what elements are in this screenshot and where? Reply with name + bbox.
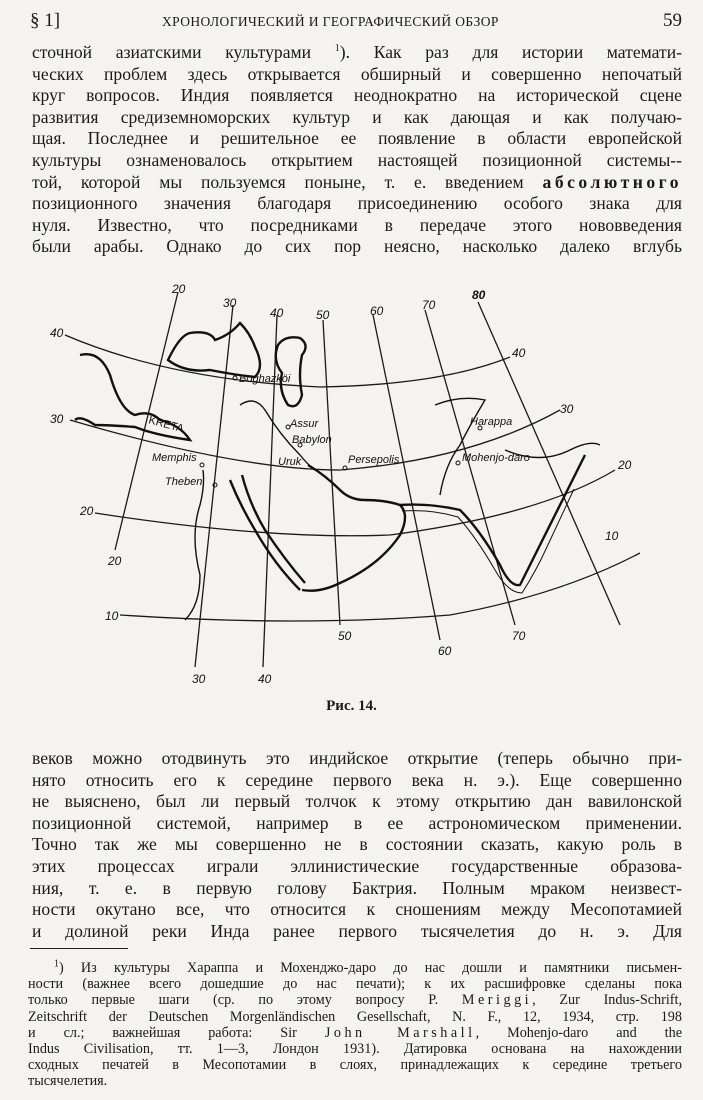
text-line: ности окутано все, что относится к сношениям между Месопотамией (32, 899, 682, 920)
spaced-emphasis: абсолютного (542, 171, 682, 192)
text-line: и долиной реки Инда ранее первого тысячелетия до н. э. Для (32, 920, 682, 941)
running-header (30, 10, 682, 34)
footnote-line: Zeitschrift der Deutschen Morgenländischen Gesellschaft, N. F., 12, 1934, стр. 198 (28, 1008, 682, 1025)
text-line: Точно так же мы совершенно не в состоянии сказать, какую роль в (32, 834, 682, 855)
meridian-label: 20 (172, 282, 186, 296)
spaced-author: Meriggi (461, 992, 533, 1009)
meridian-label: 30 (192, 672, 206, 686)
text-line: той, которой мы пользуемся поныне, т. е. введением абсолютного (32, 171, 682, 192)
footnote-line: сходных печатей в Месопотамии в слоях, принадлежащих к середине третьего (28, 1057, 682, 1074)
text-line: позиционной системой, например в ее астрономическом применении. (32, 812, 682, 833)
place-assur: Assur (290, 418, 319, 430)
figure-caption: Рис. 14. (326, 698, 377, 714)
place-boghazkoi: Boghazköi (239, 373, 291, 385)
meridian-label: 40 (270, 306, 284, 320)
footnote-divider (30, 948, 128, 949)
text-line: щая. Последнее и решительное ее появление в области европейской (32, 128, 682, 149)
text-line: ческих проблем здесь открывается обширный и совершенно непочатый (32, 63, 682, 84)
meridian-label: 50 (338, 629, 352, 643)
footnote-line: ности (важнее всего дошедшие до нас печати); к их расшифровке сделаны пока (28, 976, 682, 993)
meridian-label: 60 (370, 304, 384, 318)
text-line: не выяснено, был ли первый толчок к этому открытию дан вавилонской (32, 791, 682, 812)
place-theben: Theben (165, 476, 203, 488)
place-harappa: Harappa (470, 416, 513, 428)
meridian-50 (323, 320, 340, 625)
parallel-label: 10 (105, 609, 119, 623)
parallel-label: 10 (605, 529, 619, 543)
place-mohenjo-daro: Mohenjo-daro (462, 452, 530, 464)
place-memphis: Memphis (152, 452, 197, 464)
paragraph-bottom (32, 748, 682, 942)
place-uruk: Uruk (278, 456, 302, 468)
footnote-line: тысячелетия. (28, 1073, 108, 1090)
running-title: ХРОНОЛОГИЧЕСКИЙ И ГЕОГРАФИЧЕСКИЙ ОБЗОР (162, 14, 499, 29)
parallel-label: 20 (80, 504, 94, 518)
nile-river (185, 470, 204, 620)
footnote-line: Indus Civilisation, тт. 1—3, Лондон 1931). Датировка основана на нахождении (28, 1040, 682, 1057)
meridian-label: 20 (108, 554, 122, 568)
parallel-label: 30 (50, 412, 64, 426)
meridian-label: 60 (438, 644, 452, 658)
page-number: 59 (663, 10, 682, 31)
text-line: развития средиземноморских культур и как дающая и как получаю- (32, 106, 682, 127)
text-line: были арабы. Однако до сих пор неясно, насколько далеко вглубь (32, 236, 682, 257)
footnote-marker: 1 (54, 958, 59, 970)
meridian-60 (373, 315, 440, 640)
place-kreta: KRETA (147, 414, 185, 436)
footnote (28, 960, 682, 1090)
indus-river (435, 398, 485, 495)
map-figure (40, 275, 660, 695)
footnote-line: $^1$) Из культуры Хараппа и Мохенджо-даро до нас дошли и памятники письмен- (54, 958, 682, 976)
persian-gulf (302, 465, 405, 591)
black-sea (168, 323, 260, 377)
footnote-line: и сл.; важнейшая работа: Sir John Marshall, Mohenjo-daro and the (28, 1024, 683, 1041)
parallel-label: 40 (512, 346, 526, 360)
parallel-label: 20 (618, 458, 632, 472)
parallel-label: 30 (560, 402, 574, 416)
meridian-label: 50 (316, 308, 330, 322)
text-line: ния, т. е. в первую голову Бактрия. Полным мраком неизвест- (32, 877, 682, 898)
text-line: нято относить его к середине первого века н. э.). Еще совершенно (32, 769, 682, 790)
caspian-sea (276, 337, 306, 406)
footnote-line: только первые шаги (ср. по этому вопросу P. Meriggi, Zur Indus-Schrift, (28, 992, 682, 1009)
paragraph-top (32, 42, 682, 258)
meridian-label: 80 (472, 288, 486, 302)
parallel-label: 40 (50, 326, 64, 340)
meridian-label: 70 (512, 629, 526, 643)
footnote-ref[interactable]: 1 (334, 43, 340, 55)
spaced-author: John Marshall (324, 1024, 476, 1041)
text-line: веков можно отодвинуть это индийское открытие (теперь обычно при- (32, 748, 682, 768)
meridian-label: 30 (223, 296, 237, 310)
meridian-40 (263, 315, 277, 667)
place-babylon: Babylon (292, 434, 332, 446)
text-line: позиционного значения благодаря присоединению особого знака для (32, 193, 682, 214)
meridian-label: 40 (258, 672, 272, 686)
text-line: этих процессах играли эллинистические государственные образова- (32, 855, 682, 876)
red-sea (230, 475, 305, 590)
section-number: § 1] (30, 10, 61, 31)
meridian-label: 70 (422, 298, 436, 312)
text-line: сточной азиатскими культурами $^1$). Как раз для истории математи- (32, 42, 682, 62)
text-line: культуры ознаменовалось открытием настоящей позиционной системы-- (32, 149, 682, 170)
text-line: круг вопросов. Индия появляется неоднократно на исторической сцене (32, 85, 682, 106)
place-persepolis: Persepolis (348, 454, 400, 466)
meridian-70 (425, 310, 515, 625)
text-line: нуля. Известно, что посредниками в передаче этого нововведения (32, 214, 682, 235)
